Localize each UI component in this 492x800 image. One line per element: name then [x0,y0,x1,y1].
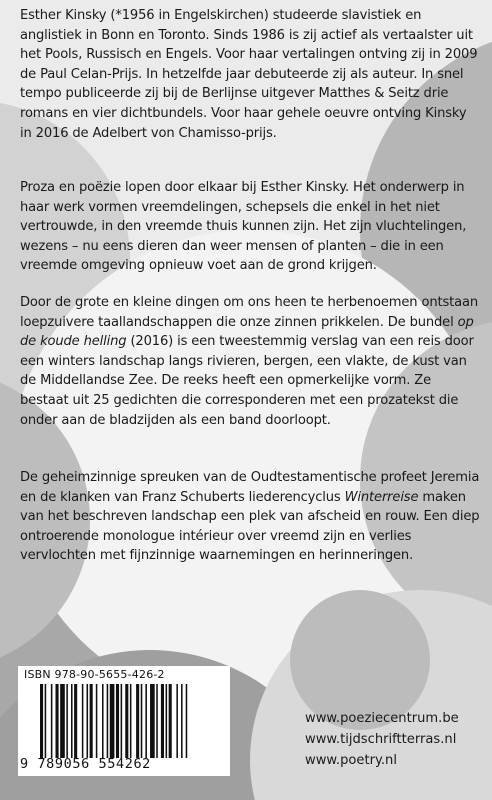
barcode-bar [161,684,164,758]
barcode-bar [71,684,73,758]
influences-rest: maken van het beschreven landschap een plek van afscheid en rouw. Een diep ontroerende monologue intérieur over vreemd zijn en verlies vervlochten met fijnzinnige waarnemingen en herinneringen. [20,489,480,564]
website-links [305,708,459,771]
barcode-bar [66,684,68,758]
link-poetry[interactable]: www.poetry.nl [305,753,397,768]
barcode-bar [40,684,43,758]
barcode-bar [145,684,147,758]
author-bio-paragraph [20,6,480,143]
barcode-bar [45,684,47,758]
barcode-bars [40,684,226,758]
book-description-text [20,293,480,430]
barcode-bar [51,684,53,758]
winterreise-title: Winterreise [344,489,419,505]
link-poeziecentrum[interactable]: www.poeziecentrum.be [305,711,459,726]
themes-text: Proza en poëzie lopen door elkaar bij Esther Kinsky. Het onderwerp in haar werk vormen vreemdelingen, schepsels die enkel in het niet vertrouwde, in den vreemde thuis kunnen zijn. Het zijn vluchtelingen, wezens – nu eens dieren dan weer mensen of planten – die in een vreemde omgeving opnieuw voet aan de grond krijgen. [20,180,467,274]
barcode-bar [96,684,98,758]
themes-paragraph [20,178,480,276]
barcode-digits: 9 789056 554262 [20,756,151,772]
author-bio-text: Esther Kinsky (*1956 in Engelskirchen) studeerde slavistiek en anglistiek in Bonn en Toronto. Sinds 1986 is zij actief als vertaalster uit het Pools, Russisch en Engels. Voor haar vertalingen ontving zij in 2009 de Paul Celan-Prijs. In hetzelfde jaar debuteerde zij als auteur. In snel tempo publiceerde zij bij de Berlijnse uitgever Matthes & Seitz drie romans en vier dichtbundels. Voor haar gehele oeuvre ontving Kinsky in 2016 de Adelbert von Chamisso-prijs. [20,8,478,141]
barcode-bar [141,684,143,758]
influences-paragraph [20,468,480,566]
barcode-block [18,666,230,776]
book-description-paragraph [20,293,480,430]
influences-text [20,468,480,566]
barcode-bar [90,684,93,758]
barcode-bar [169,684,172,758]
barcode-bar [156,684,158,758]
influences-start: De geheimzinnige spreuken van de Oudtestamentische profeet Jeremia en de klanken van Franz Schuberts liederencyclus [20,470,480,505]
barcode-bar [130,684,132,758]
barcode-bar [56,684,59,758]
barcode-bar [102,684,104,758]
book-description-rest: (2016) is een tweestemmig verslag van een reis door een winters landschap langs rivieren, bergen, een vlakte, de kust van de Middellandse Zee. De reeks heeft een opmerkelijke vorm. Ze bestaat uit 25 gedichten die corresponderen met een prozatekst die onder aan de bladzijden als een band doorloopt. [20,334,474,428]
barcode-bar [150,684,155,758]
barcode-bar [82,684,84,758]
book-description-start: Door de grote en kleine dingen om ons heen te herbenoemen ontstaan loepzuivere taallandschappen die onze zinnen prikkelen. De bundel [20,295,479,330]
link-tijdschriftterras[interactable]: www.tijdschriftterras.nl [305,732,457,747]
barcode-bar [176,684,178,758]
barcode-bar [186,684,188,758]
barcode-bar [166,684,168,758]
barcode-bar [121,684,123,758]
barcode-bar [116,684,119,758]
barcode-bar [74,684,77,758]
barcode-bar [136,684,139,758]
isbn-label: ISBN 978-90-5655-426-2 [24,668,165,681]
barcode-bar [107,684,109,758]
barcode-bar [87,684,89,758]
barcode-bar [110,684,115,758]
barcode-bar [181,684,183,758]
barcode-bar [60,684,65,758]
book-title: op de koude helling [20,314,474,350]
barcode-bar [125,684,128,758]
